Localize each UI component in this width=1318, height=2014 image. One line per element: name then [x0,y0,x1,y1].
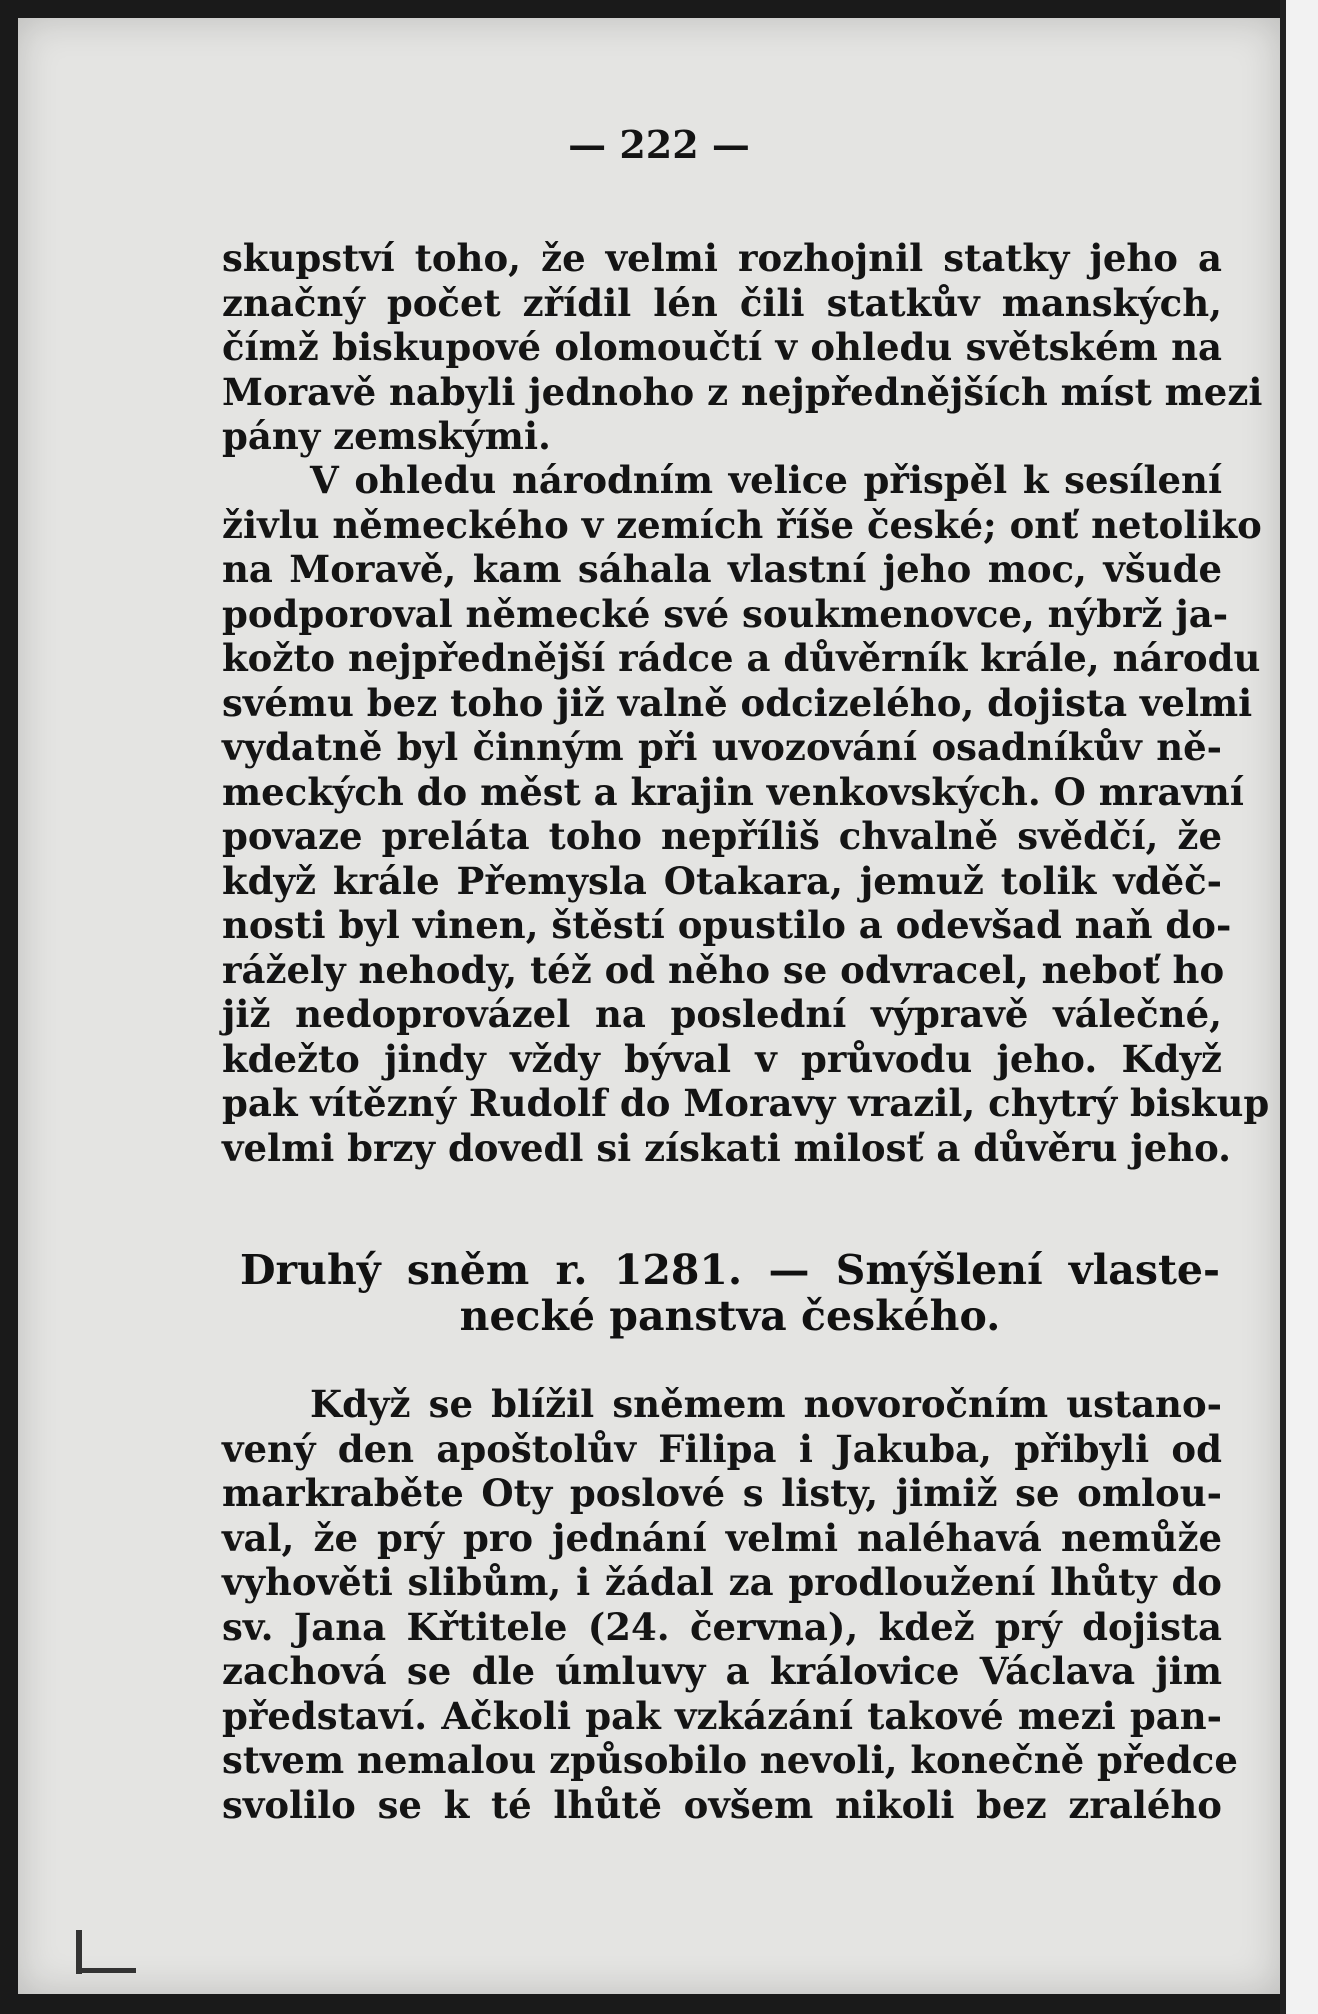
text-line: živlu německého v zemích říše české; onť netoliko [222,502,1262,547]
text-line: když krále Přemysla Otakara, jemuž tolik vděč- [222,858,1222,903]
text-line: meckých do měst a krajin venkovských. O mravní [222,769,1244,814]
paragraph-3 [222,1382,1238,1827]
text-line: stvem nemalou způsobilo nevoli, konečně předce [222,1738,1238,1782]
text-line: velmi brzy dovedl si získati milosť a důvěru jeho. [222,1125,1232,1170]
text-line: představí. Ačkoli pak vzkázání takové mezi pan- [222,1693,1222,1738]
text-line: Když se blížil sněmem novoročním ustano- [310,1382,1222,1426]
text-line: rážely nehody, též od něho se odvracel, neboť ho [222,947,1225,992]
text-line: skupství toho, že velmi rozhojnil statky jeho a [222,236,1222,280]
text-line: čímž biskupové olomoučtí v ohledu světském na [222,325,1222,369]
text-line: zachová se dle úmluvy a královice Václava jim [222,1649,1222,1693]
scan-mark [76,1968,136,1973]
text-line: vený den apoštolův Filipa i Jakuba, přibyli od [222,1426,1222,1471]
text-line: sv. Jana Křtitele (24. června), kdež prý dojista [222,1604,1222,1649]
section-heading-line-2: necké panstva českého. [459,1292,1001,1340]
text-line: vyhověti slibům, i žádal za prodloužení lhůty do [222,1560,1222,1604]
text-line: kožto nejpřednější rádce a důvěrník krále, národu [222,636,1261,680]
text-line: svolilo se k té lhůtě ovšem nikoli bez zralého [222,1782,1222,1827]
text-line: markraběte Oty poslové s listy, jimiž se omlou- [222,1471,1222,1515]
text-line: vydatně byl činným při uvozování osadníkův ně- [222,725,1222,769]
section-heading [240,1247,1220,1339]
text-line: pak vítězný Rudolf do Moravy vrazil, chytrý biskup [222,1081,1270,1125]
text-line: na Moravě, kam sáhala vlastní jeho moc, všude [222,547,1222,591]
section-heading-line-1: Druhý sněm r. 1281. — Smýšlení vlaste- [240,1246,1220,1294]
text-line: již nedoprovázel na poslední výpravě válečné, [222,992,1222,1036]
text-line: značný počet zřídil lén čili statkův manských, [222,280,1222,325]
text-line: V ohledu národním velice přispěl k sesílení [310,458,1222,502]
text-line: podporoval německé své soukmenovce, nýbrž ja- [222,591,1229,636]
text-line: pány zemskými. [222,414,551,458]
page-edge [1280,0,1318,2014]
paragraph-2 [222,458,1270,1170]
text-line: svému bez toho již valně odcizelého, dojista velmi [222,680,1253,725]
text-line: val, že prý pro jednání velmi naléhavá nemůže [222,1515,1222,1560]
text-line: nosti byl vinen, štěstí opustilo a odevšad naň do- [222,903,1232,947]
page-number-header: — 222 — [568,122,750,167]
paragraph-1 [222,236,1263,459]
text-line: Moravě nabyli jednoho z nejpřednějších míst mezi [222,369,1263,414]
text-line: povaze preláta toho nepříliš chvalně svědčí, že [222,814,1222,858]
text-line: kdežto jindy vždy býval v průvodu jeho. Když [222,1036,1222,1081]
